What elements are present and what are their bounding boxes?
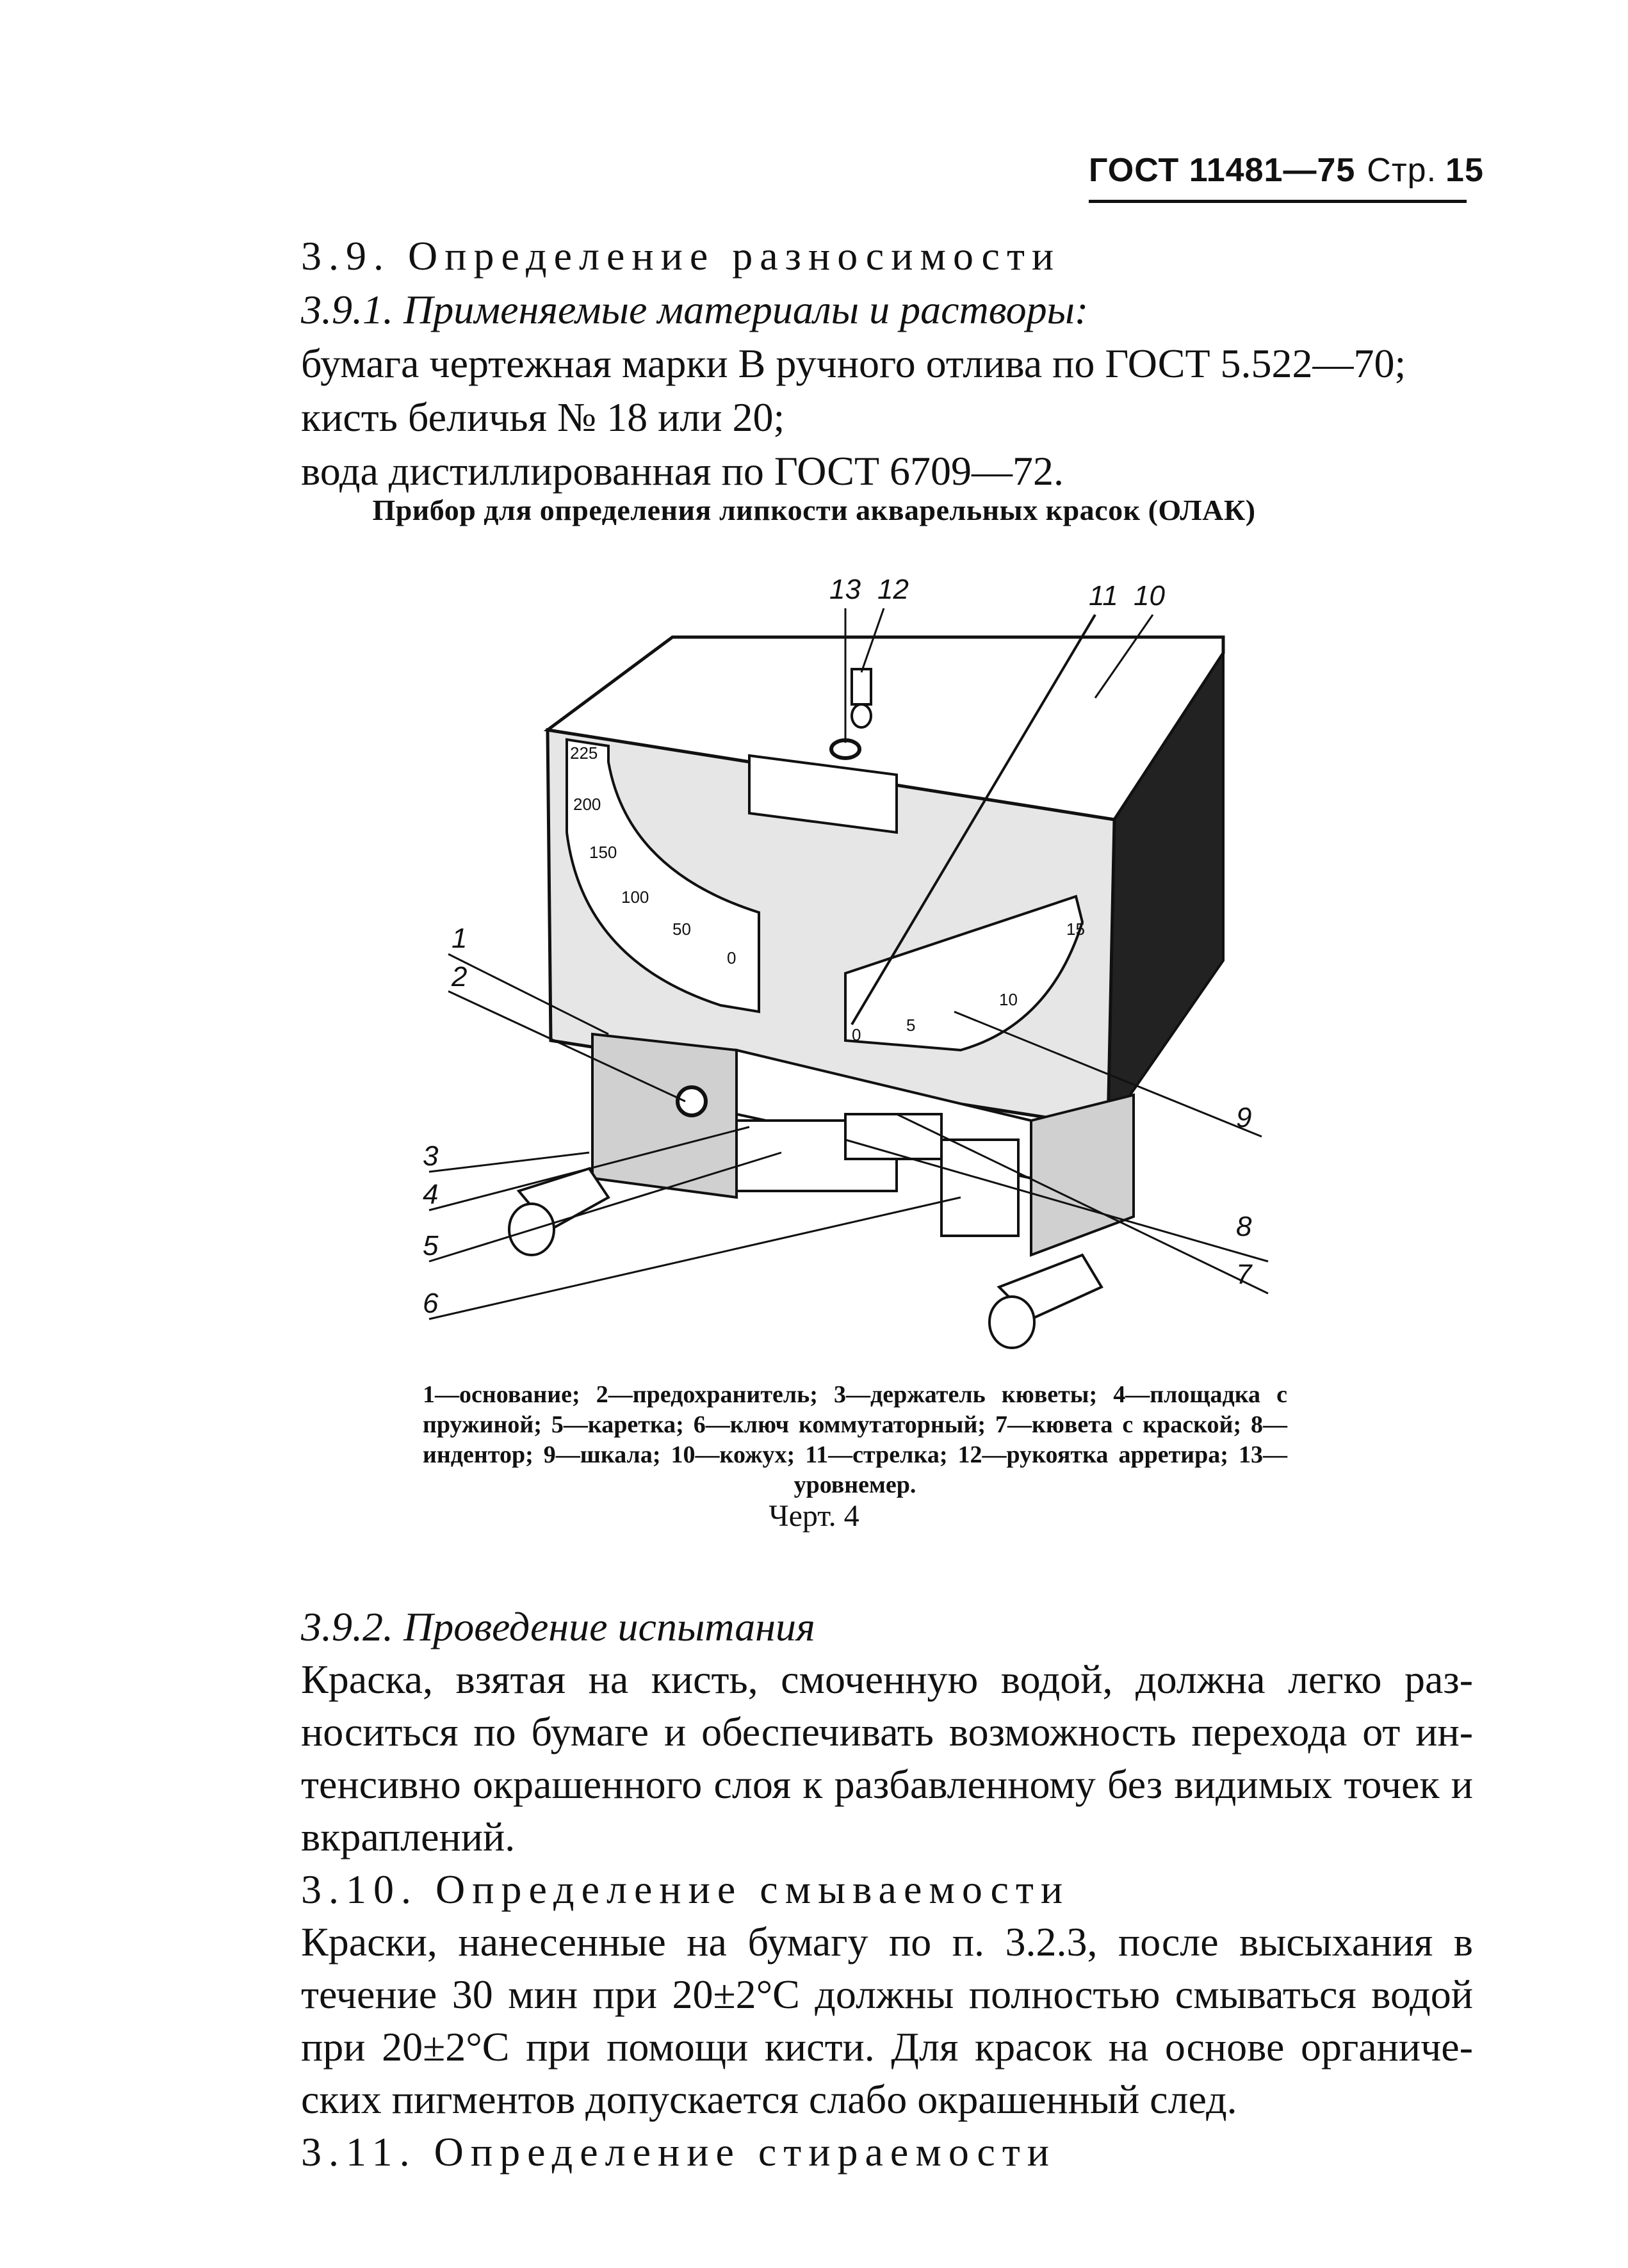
material-line: бумага чертежная марки В ручного отлива по ГОСТ 5.522—70; — [301, 341, 1406, 386]
right-scale-label: 10 — [999, 990, 1018, 1009]
left-scale-label: 50 — [672, 919, 691, 939]
callout-6: 6 — [423, 1288, 439, 1319]
page-number: 15 — [1445, 152, 1484, 189]
callout-2: 2 — [452, 961, 468, 992]
subsection-heading: 3.9.1. Применяемые материалы и растворы: — [301, 287, 1089, 332]
right-scale-label: 5 — [906, 1016, 916, 1035]
paragraph-line: Краска, взятая на кисть, смоченную водой, должна легко раз- — [301, 1656, 1473, 1702]
left-scale-label: 200 — [573, 795, 601, 814]
paragraph-line: тенсивно окрашенного слоя к разбавленному без видимых точек и — [301, 1762, 1473, 1807]
callout-7: 7 — [1236, 1259, 1252, 1290]
left-scale-label: 150 — [589, 843, 617, 862]
left-scale-label: 100 — [621, 887, 649, 907]
figure-title: Прибор для определения липкости акварельных красок (ОЛАК) — [372, 494, 1256, 526]
callout-11: 11 — [1089, 580, 1118, 612]
cuvette — [845, 1114, 941, 1159]
safety-fuse — [678, 1087, 706, 1115]
figure-legend: 1—основание; 2—предохранитель; 3—держатель кюветы; 4—площадка с пружиной; 5—каретка; 6—ключ коммутаторный; 7—кювета с краской; 8—индентор; 9—шкала; 10—кожух; 11—стрелка; 12—рукоятка арретира; 13—уровнемер. — [423, 1381, 1287, 1498]
material-line: кисть беличья № 18 или 20; — [301, 394, 785, 440]
callout-3: 3 — [423, 1140, 439, 1172]
page-label: Стр. — [1367, 152, 1437, 189]
section-3-9-2 — [301, 1601, 1473, 2178]
left-scale-label: 0 — [727, 948, 737, 968]
callout-12: 12 — [877, 574, 909, 605]
arrester-handle — [852, 669, 871, 704]
header-rule — [1089, 200, 1467, 203]
device-drawing — [423, 563, 1294, 1370]
callout-5: 5 — [423, 1230, 439, 1261]
callout-9: 9 — [1236, 1102, 1252, 1133]
right-scale-label: 0 — [852, 1025, 861, 1044]
section-heading: 3.10. Определение смываемости — [301, 1867, 1070, 1912]
paragraph-line: течение 30 мин при 20±2°С должны полностью смываться водой — [301, 1972, 1473, 2017]
casing-side — [1108, 653, 1223, 1127]
gost-number: ГОСТ 11481—75 — [1089, 152, 1356, 189]
subsection-heading: 3.9.2. Проведение испытания — [301, 1604, 815, 1649]
callout-8: 8 — [1236, 1211, 1252, 1242]
section-heading: 3.9. Определение разносимости — [301, 233, 1061, 279]
section-heading: 3.11. Определение стираемости — [301, 2129, 1057, 2175]
figure-caption: Черт. 4 — [769, 1499, 859, 1533]
paragraph-line: при 20±2°С при помощи кисти. Для красок на основе органиче- — [301, 2024, 1473, 2070]
paragraph-line: ских пигментов допускается слабо окрашенный след. — [301, 2077, 1237, 2122]
paragraph-line: носиться по бумаге и обеспечивать возможность перехода от ин- — [301, 1709, 1473, 1754]
material-line: вода дистиллированная по ГОСТ 6709—72. — [301, 448, 1064, 494]
callout-1: 1 — [452, 923, 468, 954]
callout-10: 10 — [1134, 580, 1165, 612]
callout-13: 13 — [829, 574, 861, 605]
paragraph-line: Краски, нанесенные на бумагу по п. 3.2.3, после высыхания в — [301, 1919, 1473, 1964]
right-scale-label: 15 — [1066, 919, 1085, 939]
level-gauge — [831, 740, 859, 758]
running-header — [1089, 151, 1484, 190]
left-scale-label: 225 — [570, 743, 598, 763]
callout-4: 4 — [423, 1179, 439, 1210]
paragraph-line: вкраплений. — [301, 1814, 516, 1859]
section-3-9 — [301, 229, 1406, 498]
